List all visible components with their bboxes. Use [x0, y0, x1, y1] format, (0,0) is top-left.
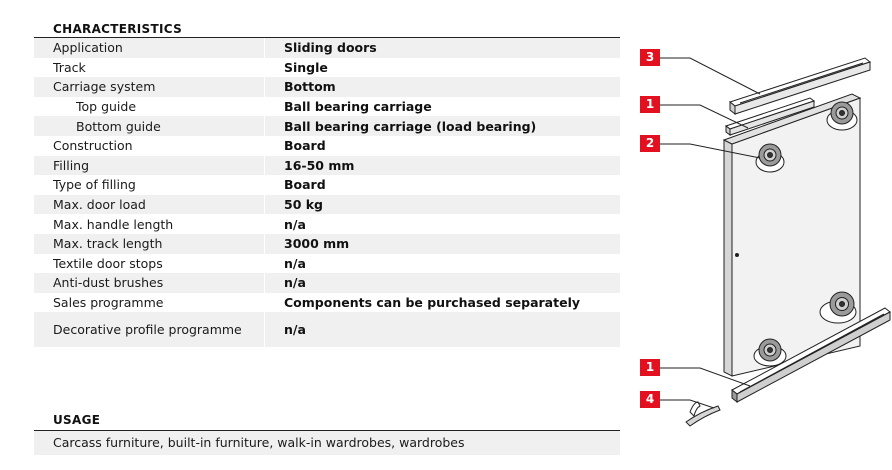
- table-row: [34, 77, 620, 97]
- row-label: Textile door stops: [53, 255, 163, 271]
- table-row: [34, 312, 620, 347]
- row-value: Single: [284, 59, 328, 75]
- row-value: Board: [284, 177, 326, 193]
- row-value: n/a: [284, 216, 306, 232]
- row-value: n/a: [284, 255, 306, 271]
- row-label: Anti-dust brushes: [34, 273, 265, 293]
- sliding-door-diagram: [620, 40, 892, 432]
- row-label: Track: [53, 59, 86, 75]
- row-value: Ball bearing carriage: [284, 99, 432, 115]
- table-row: [34, 58, 620, 78]
- callout-3: 3: [640, 49, 660, 66]
- table-row: [34, 214, 620, 234]
- table-row: [34, 97, 620, 117]
- usage-title: USAGE: [53, 413, 101, 427]
- row-value: Bottom: [265, 77, 620, 97]
- row-value: n/a: [265, 312, 620, 347]
- callout-1-top: 1: [640, 96, 660, 113]
- row-label: Construction: [53, 138, 133, 154]
- callout-4: 4: [640, 391, 660, 408]
- row-value: Board: [284, 138, 326, 154]
- table-row: [34, 136, 620, 156]
- table-row: [34, 175, 620, 195]
- row-value: 3000 mm: [265, 234, 620, 254]
- row-label: Max. handle length: [53, 216, 174, 232]
- row-label: Max. door load: [34, 195, 265, 215]
- callout-2: 2: [640, 135, 660, 152]
- door-stop: [686, 402, 720, 426]
- row-label: Max. track length: [34, 234, 265, 254]
- table-row: [34, 293, 620, 313]
- row-value: 16-50 mm: [265, 156, 620, 176]
- row-label: Decorative profile programme: [34, 312, 265, 347]
- callout-1-bottom: 1: [640, 359, 660, 376]
- table-row: [34, 116, 620, 136]
- usage-text: Carcass furniture, built-in furniture, walk-in wardrobes, wardrobes: [34, 431, 620, 455]
- row-value: Components can be purchased separately: [284, 295, 580, 311]
- row-label: Application: [34, 38, 265, 58]
- row-value: 50 kg: [265, 195, 620, 215]
- table-row: [34, 156, 620, 176]
- row-label: Bottom guide: [34, 116, 265, 136]
- row-label: Top guide: [76, 99, 137, 115]
- table-row: [34, 234, 620, 254]
- characteristics-table: [34, 38, 620, 347]
- row-label: Carriage system: [34, 77, 265, 97]
- row-label: Sales programme: [53, 295, 164, 311]
- table-row: [34, 273, 620, 293]
- row-label: Filling: [34, 156, 265, 176]
- row-value: n/a: [265, 273, 620, 293]
- row-value: Sliding doors: [265, 38, 620, 58]
- table-row: [34, 195, 620, 215]
- row-label: Type of filling: [53, 177, 136, 193]
- table-row: [34, 254, 620, 274]
- table-row: [34, 38, 620, 58]
- row-value: Ball bearing carriage (load bearing): [265, 116, 620, 136]
- characteristics-title: CHARACTERISTICS: [53, 22, 183, 36]
